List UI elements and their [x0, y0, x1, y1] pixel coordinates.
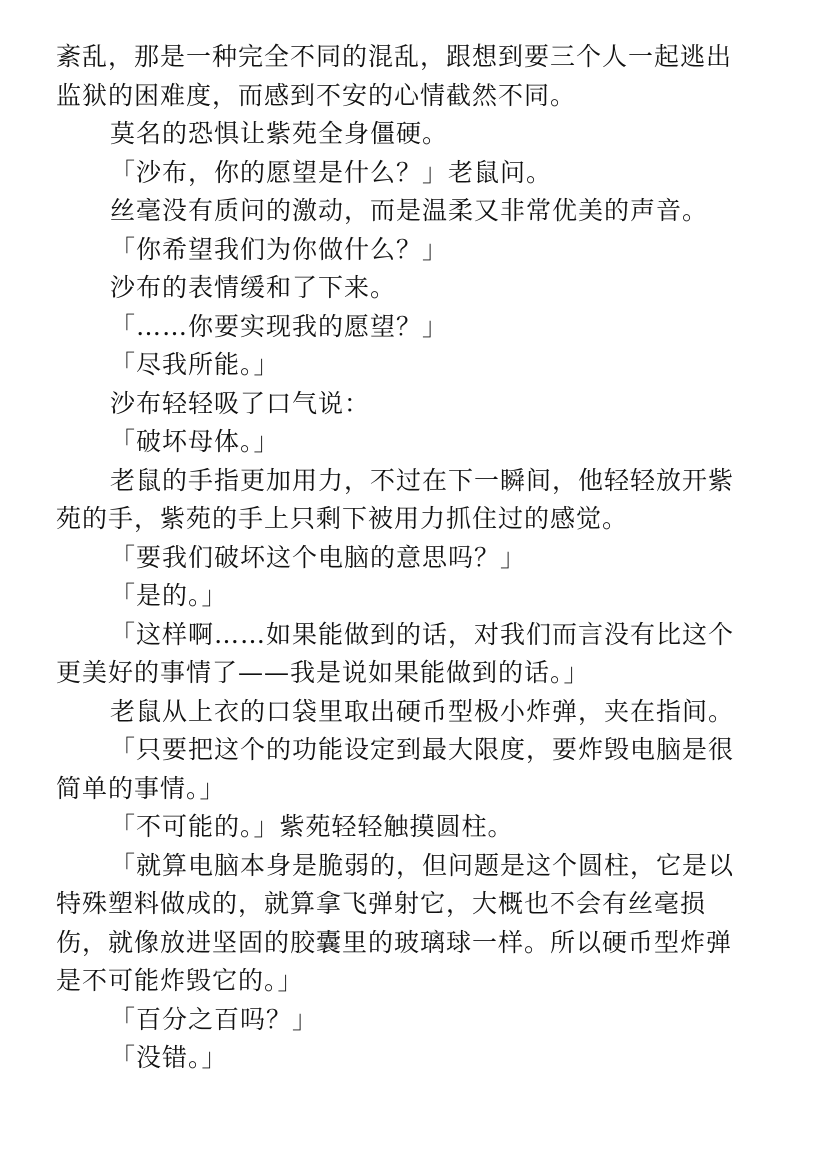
text-line: 更美好的事情了——我是说如果能做到的话。」 — [56, 658, 590, 687]
text-line: 丝毫没有质问的激动，而是温柔又非常优美的声音。 — [110, 196, 709, 225]
text-line: 「……你要实现我的愿望？」 — [110, 311, 449, 341]
text-line: 沙布的表情缓和了下来。 — [110, 273, 397, 302]
paragraph — [56, 308, 756, 347]
text-line: 「这样啊……如果能做到的话，对我们而言没有比这个 — [110, 619, 735, 649]
text-line: 「就算电脑本身是脆弱的，但问题是这个圆柱，它是以 — [110, 850, 735, 880]
text-line: 「破坏母体。」 — [110, 427, 280, 456]
text-line: 特殊塑料做成的，就算拿飞弹射它，大概也不会有丝毫损 — [56, 889, 707, 918]
paragraph — [56, 231, 756, 270]
page-text — [56, 38, 756, 1078]
paragraph — [56, 115, 756, 154]
text-line: 「是的。」 — [110, 581, 228, 610]
text-line: 沙布轻轻吸了口气说： — [110, 388, 371, 418]
text-line: 「你希望我们为你做什么？」 — [110, 234, 449, 264]
paragraph — [56, 693, 756, 732]
text-line: 伤，就像放进坚固的胶囊里的玻璃球一样。所以硬币型炸弹 — [56, 927, 733, 957]
paragraph — [56, 154, 756, 193]
text-line: 「沙布，你的愿望是什么？」老鼠问。 — [110, 157, 553, 187]
paragraph — [56, 1039, 756, 1078]
text-line: 老鼠从上衣的口袋里取出硬币型极小炸弹，夹在指间。 — [110, 696, 735, 726]
paragraph — [56, 269, 756, 308]
paragraph — [56, 38, 756, 115]
paragraph — [56, 423, 756, 462]
text-line: 「只要把这个的功能设定到最大限度，要炸毁电脑是很 — [110, 735, 735, 764]
text-line: 莫名的恐惧让紫苑全身僵硬。 — [110, 119, 449, 148]
text-line: 紊乱，那是一种完全不同的混乱，跟想到要三个人一起逃出 — [56, 42, 733, 71]
paragraph — [56, 847, 756, 1001]
paragraph — [56, 1001, 756, 1040]
paragraph — [56, 539, 756, 578]
paragraph — [56, 616, 756, 693]
paragraph — [56, 731, 756, 808]
text-line: 「不可能的。」紫苑轻轻触摸圆柱。 — [110, 812, 514, 841]
paragraph — [56, 808, 756, 847]
text-line: 是不可能炸毁它的。」 — [56, 966, 304, 995]
text-line: 「没错。」 — [110, 1043, 228, 1072]
paragraph — [56, 577, 756, 616]
text-line: 简单的事情。」 — [56, 773, 226, 803]
text-line: 「要我们破坏这个电脑的意思吗？」 — [110, 542, 527, 572]
paragraph — [56, 385, 756, 424]
text-line: 「尽我所能。」 — [110, 350, 280, 379]
text-line: 老鼠的手指更加用力，不过在下一瞬间，他轻轻放开紫 — [110, 465, 735, 495]
paragraph — [56, 346, 756, 385]
text-line: 苑的手，紫苑的手上只剩下被用力抓住过的感觉。 — [56, 504, 629, 533]
paragraph — [56, 462, 756, 539]
paragraph — [56, 192, 756, 231]
text-line: 「百分之百吗？」 — [110, 1004, 319, 1034]
text-line: 监狱的困难度，而感到不安的心情截然不同。 — [56, 80, 577, 110]
